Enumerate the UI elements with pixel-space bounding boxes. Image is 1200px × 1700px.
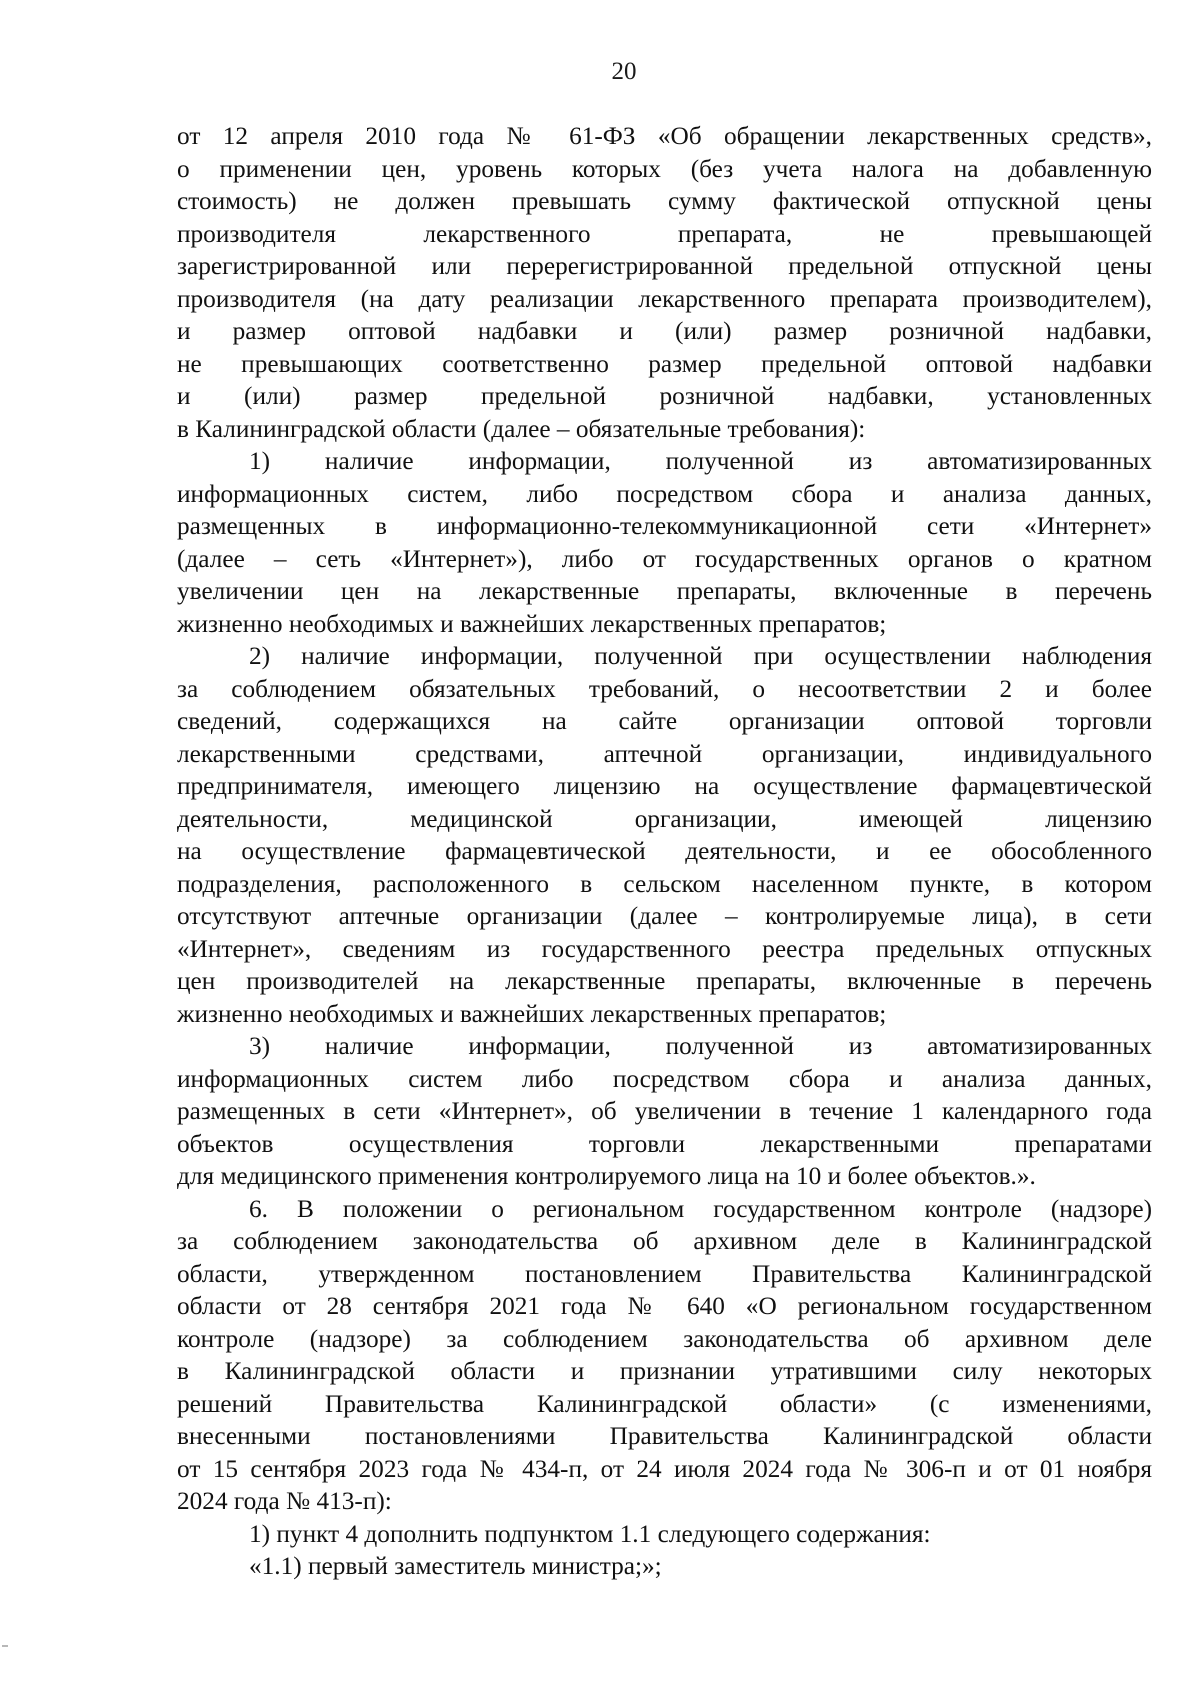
text-line: «1.1) первый заместитель министра;»;: [249, 1552, 662, 1580]
text-line: не превышающих соответственно размер предельной оптовой надбавки: [177, 349, 1152, 378]
text-line: производителя лекарственного препарата, не превышающей: [177, 219, 1152, 248]
text-line: производителя (на дату реализации лекарственного препарата производителем),: [177, 284, 1152, 313]
text-line: 6. В положении о региональном государственном контроле (надзоре): [249, 1194, 1152, 1223]
text-line: увеличении цен на лекарственные препараты, включенные в перечень: [177, 577, 1152, 605]
text-line: в Калининградской области (далее – обязательные требования):: [177, 414, 866, 443]
text-line: контроле (надзоре) за соблюдением законодательства об архивном деле: [177, 1324, 1152, 1353]
text-line: от 12 апреля 2010 года № 61-ФЗ «Об обращении лекарственных средств»,: [177, 122, 1152, 150]
paragraph: [177, 445, 1152, 640]
text-line: размещенных в информационно-телекоммуникационной сети «Интернет»: [177, 512, 1152, 540]
text-line: 1) пункт 4 дополнить подпунктом 1.1 следующего содержания:: [249, 1519, 931, 1548]
text-line: информационных систем, либо посредством сбора и анализа данных,: [177, 479, 1152, 508]
document-body: [177, 120, 1152, 1583]
text-line: (далее – сеть «Интернет»), либо от государственных органов о кратном: [177, 544, 1152, 573]
text-line: для медицинского применения контролируемого лица на 10 и более объектов.».: [177, 1162, 1036, 1190]
text-line: за соблюдением законодательства об архивном деле в Калининградской: [177, 1227, 1152, 1255]
text-line: жизненно необходимых и важнейших лекарственных препаратов;: [177, 609, 887, 638]
text-line: жизненно необходимых и важнейших лекарственных препаратов;: [177, 999, 887, 1028]
text-line: подразделения, расположенного в сельском населенном пункте, в котором: [177, 869, 1152, 898]
text-line: от 15 сентября 2023 года № 434-п, от 24 июля 2024 года № 306-п и от 01 ноября: [177, 1454, 1152, 1483]
paragraph: [177, 1030, 1152, 1193]
text-line: стоимость) не должен превышать сумму фактической отпускной цены: [177, 187, 1152, 215]
text-line: области от 28 сентября 2021 года № 640 «О региональном государственном: [177, 1292, 1152, 1320]
text-line: 2024 года № 413-п):: [177, 1487, 392, 1515]
text-line: отсутствуют аптечные организации (далее – контролируемые лица), в сети: [177, 902, 1152, 930]
paragraph: [177, 120, 1152, 445]
text-line: и размер оптовой надбавки и (или) размер розничной надбавки,: [177, 317, 1152, 345]
text-line: на осуществление фармацевтической деятельности, и ее обособленного: [177, 837, 1152, 865]
scan-margin-mark: [2, 1645, 8, 1647]
text-line: деятельности, медицинской организации, имеющей лицензию: [177, 804, 1152, 833]
text-line: 2) наличие информации, полученной при осуществлении наблюдения: [249, 642, 1152, 670]
text-line: 3) наличие информации, полученной из автоматизированных: [249, 1032, 1152, 1060]
text-line: и (или) размер предельной розничной надбавки, установленных: [177, 382, 1152, 410]
text-line: области, утвержденном постановлением Правительства Калининградской: [177, 1259, 1152, 1288]
paragraph: [177, 640, 1152, 1030]
text-line: сведений, содержащихся на сайте организации оптовой торговли: [177, 707, 1152, 735]
text-line: 1) наличие информации, полученной из автоматизированных: [249, 447, 1152, 475]
text-line: размещенных в сети «Интернет», об увеличении в течение 1 календарного года: [177, 1097, 1152, 1125]
paragraph: [177, 1193, 1152, 1518]
text-line: объектов осуществления торговли лекарственными препаратами: [177, 1129, 1152, 1158]
text-line: цен производителей на лекарственные препараты, включенные в перечень: [177, 967, 1152, 995]
text-line: о применении цен, уровень которых (без учета налога на добавленную: [177, 154, 1152, 183]
text-line: за соблюдением обязательных требований, о несоответствии 2 и более: [177, 674, 1152, 703]
text-line: предпринимателя, имеющего лицензию на осуществление фармацевтической: [177, 772, 1152, 800]
text-line: в Калининградской области и признании утратившими силу некоторых: [177, 1357, 1152, 1385]
text-line: лекарственными средствами, аптечной организации, индивидуального: [177, 739, 1152, 768]
text-line: «Интернет», сведениям из государственного реестра предельных отпускных: [177, 934, 1152, 963]
text-line: решений Правительства Калининградской области» (с изменениями,: [177, 1389, 1152, 1418]
paragraph: [177, 1518, 1152, 1551]
page-number: 20: [611, 58, 637, 85]
text-line: внесенными постановлениями Правительства Калининградской области: [177, 1422, 1152, 1450]
text-line: информационных систем либо посредством сбора и анализа данных,: [177, 1064, 1152, 1093]
paragraph: [177, 1550, 1152, 1583]
text-line: зарегистрированной или перерегистрированной предельной отпускной цены: [177, 252, 1152, 280]
